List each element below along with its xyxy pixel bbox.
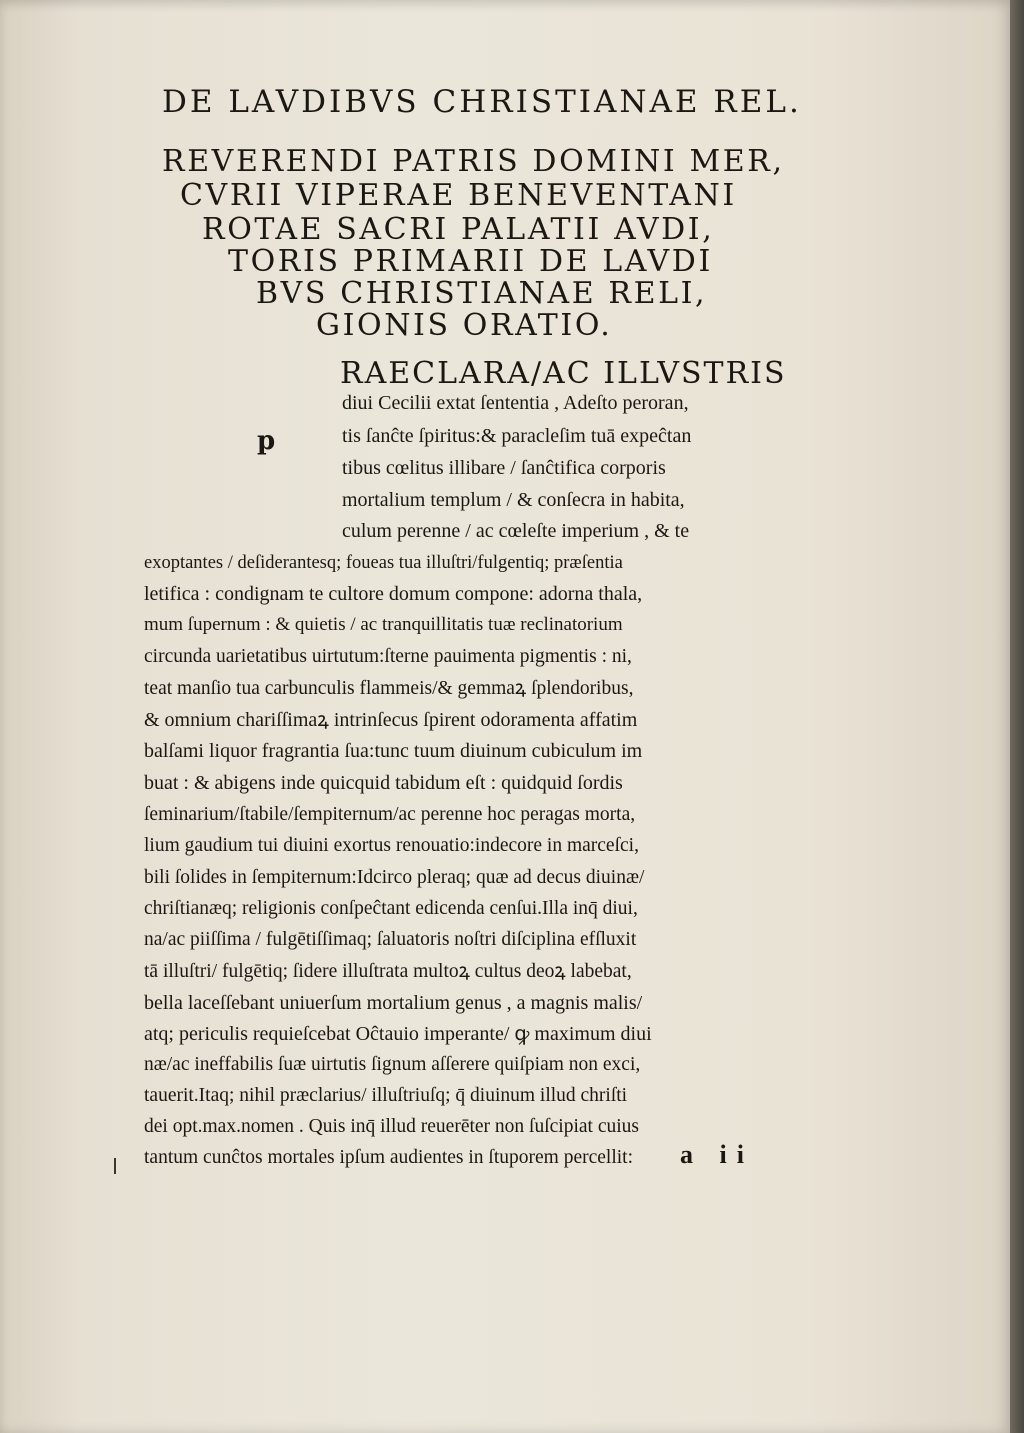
- body-line: letifica : condignam te cultore domum compone: adorna thala,: [144, 583, 643, 605]
- body-line: tantum cunĉtos mortales ipſum audientes in ſtuporem percellit:: [144, 1147, 634, 1168]
- first-line: RAECLARA/AC ILLVSTRIS: [340, 356, 787, 391]
- running-head: DE LAVDIBVS CHRISTIANAE REL.: [162, 84, 802, 120]
- title-line: REVERENDI PATRIS DOMINI MER,: [162, 144, 785, 179]
- body-line: balſami liquor fragrantia ſua:tunc tuum diuinum cubiculum im: [144, 740, 643, 762]
- body-line: lium gaudium tui diuini exortus renouatio:indecore in marceſci,: [144, 835, 639, 856]
- body-line: tibus cœlitus illibare / ſanĉtifica corporis: [342, 457, 666, 479]
- title-line: GIONIS ORATIO.: [316, 308, 613, 343]
- body-line: tauerit.Itaq; nihil præclarius/ illuſtriuſq; q̄ diuinum illud chriſti: [144, 1085, 628, 1106]
- body-line: næ/ac ineffabilis ſuæ uirtutis ſignum aſſerere quiſpiam non exci,: [144, 1054, 641, 1075]
- body-line: mum ſupernum : & quietis / ac tranquillitatis tuæ reclinatorium: [144, 614, 623, 635]
- stray-ink-mark: [114, 1158, 116, 1174]
- body-line: tis ſanĉte ſpiritus:& paracleſim tuā expeĉtan: [342, 425, 692, 447]
- body-line: culum perenne / ac cœleſte imperium , & te: [342, 520, 690, 542]
- title-line: ROTAE SACRI PALATII AVDI,: [202, 212, 715, 247]
- title-line: TORIS PRIMARII DE LAVDI: [228, 244, 713, 279]
- signature-mark: a ii: [680, 1140, 754, 1169]
- body-line: ſeminarium/ſtabile/ſempiternum/ac perenne hoc peragas morta,: [144, 804, 636, 825]
- body-line: buat : & abigens inde quicquid tabidum eſt : quidquid ſordis: [144, 772, 623, 794]
- body-line: circunda uarietatibus uirtutum:ſterne pauimenta pigmentis : ni,: [144, 646, 632, 667]
- guide-letter: p: [257, 426, 276, 456]
- body-line: & omnium chariſſimaꝝ intrinſecus ſpirent odoramenta affatim: [144, 709, 638, 731]
- body-line: bili ſolides in ſempiternum:Idcirco pleraq; quæ ad decus diuinæ/: [144, 867, 645, 888]
- body-line: chriſtianæq; religionis conſpeĉtant edicenda cenſui.Illa inq̄ diui,: [144, 898, 638, 919]
- body-line: bella laceſſebant uniuerſum mortalium genus , a magnis malis/: [144, 992, 643, 1014]
- title-line: BVS CHRISTIANAE RELI,: [256, 276, 708, 311]
- body-line: atq; periculis requieſcebat Oĉtauio imperante/ ꝙ maximum diui: [144, 1023, 652, 1045]
- title-line: CVRII VIPERAE BENEVENTANI: [180, 178, 737, 213]
- body-line: dei opt.max.nomen . Quis inq̄ illud reuerēter non ſuſcipiat cuius: [144, 1116, 639, 1137]
- body-line: mortalium templum / & conſecra in habita,: [342, 489, 685, 511]
- body-line: diui Cecilii extat ſententia , Adeſto peroran,: [342, 392, 689, 414]
- body-line: teat manſio tua carbunculis flammeis/& gemmaꝝ ſplendoribus,: [144, 678, 634, 699]
- body-line: tā illuſtri/ fulgētiq; ſidere illuſtrata multoꝝ cultus deoꝝ labebat,: [144, 961, 632, 982]
- body-line: na/ac piiſſima / fulgētiſſimaq; ſaluatoris noſtri diſciplina efſluxit: [144, 929, 637, 950]
- page-edge: [1010, 0, 1024, 1433]
- body-line: exoptantes / deſiderantesq; foueas tua illuſtri/fulgentiq; præſentia: [144, 553, 623, 573]
